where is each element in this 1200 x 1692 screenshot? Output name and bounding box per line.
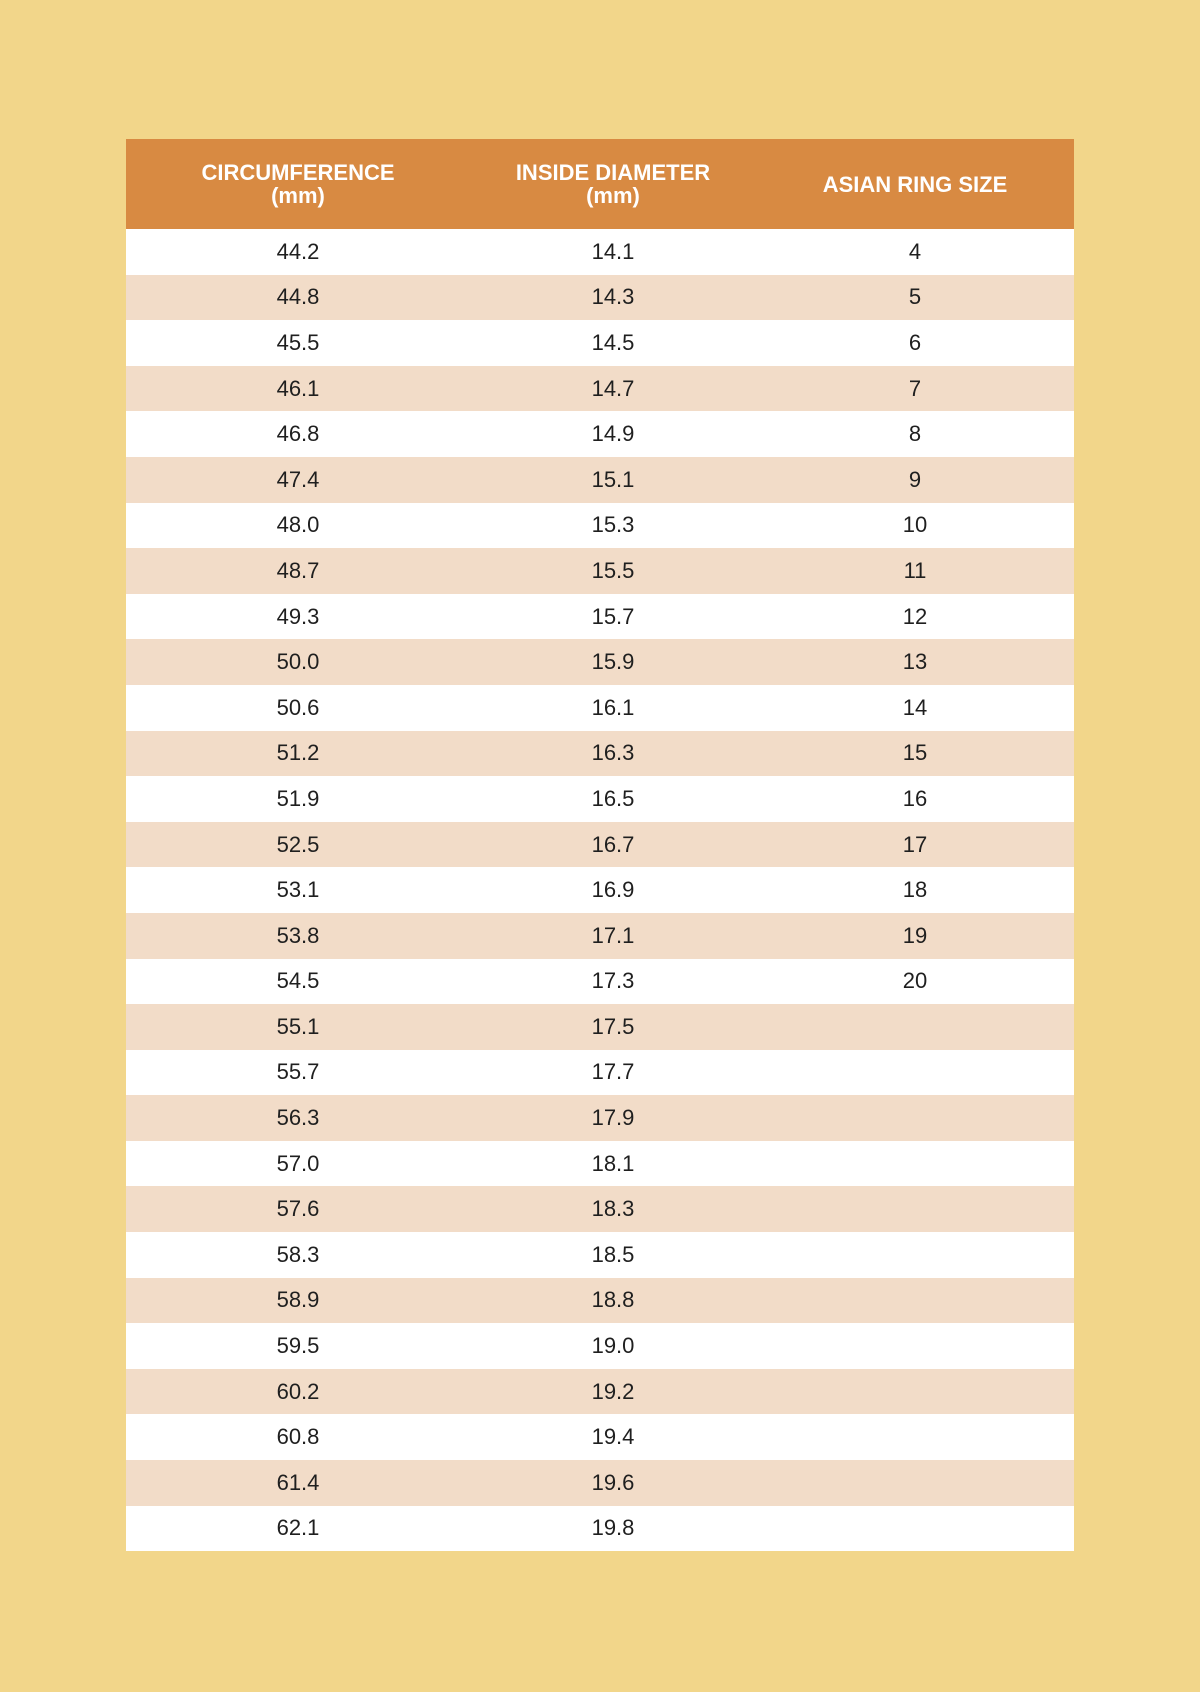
- table-row: [126, 1232, 1074, 1278]
- asian-ring-size-cell: [756, 1095, 1074, 1141]
- asian-ring-size-cell: [756, 1004, 1074, 1050]
- circumference-cell: 60.8: [126, 1414, 470, 1460]
- table-row: [126, 594, 1074, 640]
- circumference-cell: 44.8: [126, 275, 470, 321]
- circumference-cell: 48.7: [126, 548, 470, 594]
- inside-diameter-cell: 17.3: [470, 959, 756, 1005]
- inside-diameter-cell: 15.7: [470, 594, 756, 640]
- asian-ring-size-cell: [756, 1369, 1074, 1415]
- table-row: [126, 1095, 1074, 1141]
- asian-ring-size-cell: 6: [756, 320, 1074, 366]
- inside-diameter-cell: 14.3: [470, 275, 756, 321]
- inside-diameter-cell: 17.7: [470, 1050, 756, 1096]
- table-row: [126, 1278, 1074, 1324]
- table-row: [126, 685, 1074, 731]
- circumference-cell: 44.2: [126, 229, 470, 275]
- table-row: [126, 867, 1074, 913]
- asian-ring-size-cell: 17: [756, 822, 1074, 868]
- asian-ring-size-cell: 20: [756, 959, 1074, 1005]
- circumference-cell: 48.0: [126, 503, 470, 549]
- header-asian-ring-size-label: ASIAN RING SIZE: [822, 171, 1008, 197]
- table-row: [126, 822, 1074, 868]
- circumference-cell: 50.6: [126, 685, 470, 731]
- table-row: [126, 1050, 1074, 1096]
- inside-diameter-cell: 18.8: [470, 1278, 756, 1324]
- asian-ring-size-cell: 18: [756, 867, 1074, 913]
- asian-ring-size-cell: 7: [756, 366, 1074, 412]
- asian-ring-size-cell: [756, 1506, 1074, 1552]
- inside-diameter-cell: 19.2: [470, 1369, 756, 1415]
- asian-ring-size-cell: 11: [756, 548, 1074, 594]
- circumference-cell: 45.5: [126, 320, 470, 366]
- table-row: [126, 1323, 1074, 1369]
- asian-ring-size-cell: [756, 1414, 1074, 1460]
- circumference-cell: 57.6: [126, 1186, 470, 1232]
- header-circumference-label: CIRCUMFERENCE: [201, 160, 395, 185]
- asian-ring-size-cell: 4: [756, 229, 1074, 275]
- inside-diameter-cell: 15.1: [470, 457, 756, 503]
- inside-diameter-cell: 16.3: [470, 731, 756, 777]
- circumference-cell: 55.7: [126, 1050, 470, 1096]
- circumference-cell: 54.5: [126, 959, 470, 1005]
- circumference-cell: 57.0: [126, 1141, 470, 1187]
- asian-ring-size-cell: 19: [756, 913, 1074, 959]
- circumference-cell: 49.3: [126, 594, 470, 640]
- inside-diameter-cell: 14.7: [470, 366, 756, 412]
- circumference-cell: 62.1: [126, 1506, 470, 1552]
- table-row: [126, 275, 1074, 321]
- circumference-cell: 46.1: [126, 366, 470, 412]
- inside-diameter-cell: 15.9: [470, 639, 756, 685]
- circumference-cell: 56.3: [126, 1095, 470, 1141]
- asian-ring-size-cell: 14: [756, 685, 1074, 731]
- table-row: [126, 731, 1074, 777]
- table-row: [126, 229, 1074, 275]
- header-circumference: [126, 139, 470, 229]
- table-row: [126, 320, 1074, 366]
- asian-ring-size-cell: [756, 1186, 1074, 1232]
- table-row: [126, 457, 1074, 503]
- inside-diameter-cell: 15.5: [470, 548, 756, 594]
- asian-ring-size-cell: 10: [756, 503, 1074, 549]
- asian-ring-size-cell: 16: [756, 776, 1074, 822]
- asian-ring-size-cell: 12: [756, 594, 1074, 640]
- inside-diameter-cell: 16.7: [470, 822, 756, 868]
- header-inside-diameter-unit: (mm): [586, 183, 640, 208]
- table-row: [126, 548, 1074, 594]
- inside-diameter-cell: 16.1: [470, 685, 756, 731]
- inside-diameter-cell: 14.1: [470, 229, 756, 275]
- circumference-cell: 58.3: [126, 1232, 470, 1278]
- inside-diameter-cell: 19.6: [470, 1460, 756, 1506]
- circumference-cell: 53.8: [126, 913, 470, 959]
- table-row: [126, 959, 1074, 1005]
- asian-ring-size-cell: [756, 1050, 1074, 1096]
- table-row: [126, 776, 1074, 822]
- circumference-cell: 52.5: [126, 822, 470, 868]
- asian-ring-size-cell: 9: [756, 457, 1074, 503]
- inside-diameter-cell: 14.5: [470, 320, 756, 366]
- inside-diameter-cell: 18.5: [470, 1232, 756, 1278]
- table-row: [126, 639, 1074, 685]
- header-row: [126, 139, 1074, 229]
- inside-diameter-cell: 18.1: [470, 1141, 756, 1187]
- table-row: [126, 1004, 1074, 1050]
- circumference-cell: 60.2: [126, 1369, 470, 1415]
- table-row: [126, 366, 1074, 412]
- table-row: [126, 1369, 1074, 1415]
- inside-diameter-cell: 17.5: [470, 1004, 756, 1050]
- table-row: [126, 1506, 1074, 1552]
- table-row: [126, 1141, 1074, 1187]
- inside-diameter-cell: 15.3: [470, 503, 756, 549]
- circumference-cell: 58.9: [126, 1278, 470, 1324]
- inside-diameter-cell: 19.8: [470, 1506, 756, 1552]
- inside-diameter-cell: 17.1: [470, 913, 756, 959]
- ring-size-table: [126, 139, 1074, 1551]
- asian-ring-size-cell: [756, 1141, 1074, 1187]
- inside-diameter-cell: 18.3: [470, 1186, 756, 1232]
- asian-ring-size-cell: [756, 1232, 1074, 1278]
- table-row: [126, 411, 1074, 457]
- circumference-cell: 51.9: [126, 776, 470, 822]
- ring-size-chart: [126, 139, 1074, 1551]
- table-row: [126, 503, 1074, 549]
- inside-diameter-cell: 17.9: [470, 1095, 756, 1141]
- asian-ring-size-cell: 5: [756, 275, 1074, 321]
- table-body: [126, 229, 1074, 1551]
- asian-ring-size-cell: [756, 1460, 1074, 1506]
- circumference-cell: 46.8: [126, 411, 470, 457]
- header-inside-diameter-label: INSIDE DIAMETER: [515, 160, 711, 185]
- inside-diameter-cell: 16.9: [470, 867, 756, 913]
- asian-ring-size-cell: [756, 1323, 1074, 1369]
- table-row: [126, 1414, 1074, 1460]
- table-row: [126, 1186, 1074, 1232]
- circumference-cell: 61.4: [126, 1460, 470, 1506]
- asian-ring-size-cell: 8: [756, 411, 1074, 457]
- inside-diameter-cell: 19.4: [470, 1414, 756, 1460]
- inside-diameter-cell: 19.0: [470, 1323, 756, 1369]
- circumference-cell: 55.1: [126, 1004, 470, 1050]
- inside-diameter-cell: 16.5: [470, 776, 756, 822]
- table-row: [126, 913, 1074, 959]
- circumference-cell: 53.1: [126, 867, 470, 913]
- circumference-cell: 59.5: [126, 1323, 470, 1369]
- header-asian-ring-size: [756, 139, 1074, 229]
- header-circumference-unit: (mm): [271, 183, 325, 208]
- asian-ring-size-cell: 13: [756, 639, 1074, 685]
- table-row: [126, 1460, 1074, 1506]
- circumference-cell: 50.0: [126, 639, 470, 685]
- circumference-cell: 47.4: [126, 457, 470, 503]
- header-inside-diameter: [470, 139, 756, 229]
- inside-diameter-cell: 14.9: [470, 411, 756, 457]
- asian-ring-size-cell: [756, 1278, 1074, 1324]
- circumference-cell: 51.2: [126, 731, 470, 777]
- asian-ring-size-cell: 15: [756, 731, 1074, 777]
